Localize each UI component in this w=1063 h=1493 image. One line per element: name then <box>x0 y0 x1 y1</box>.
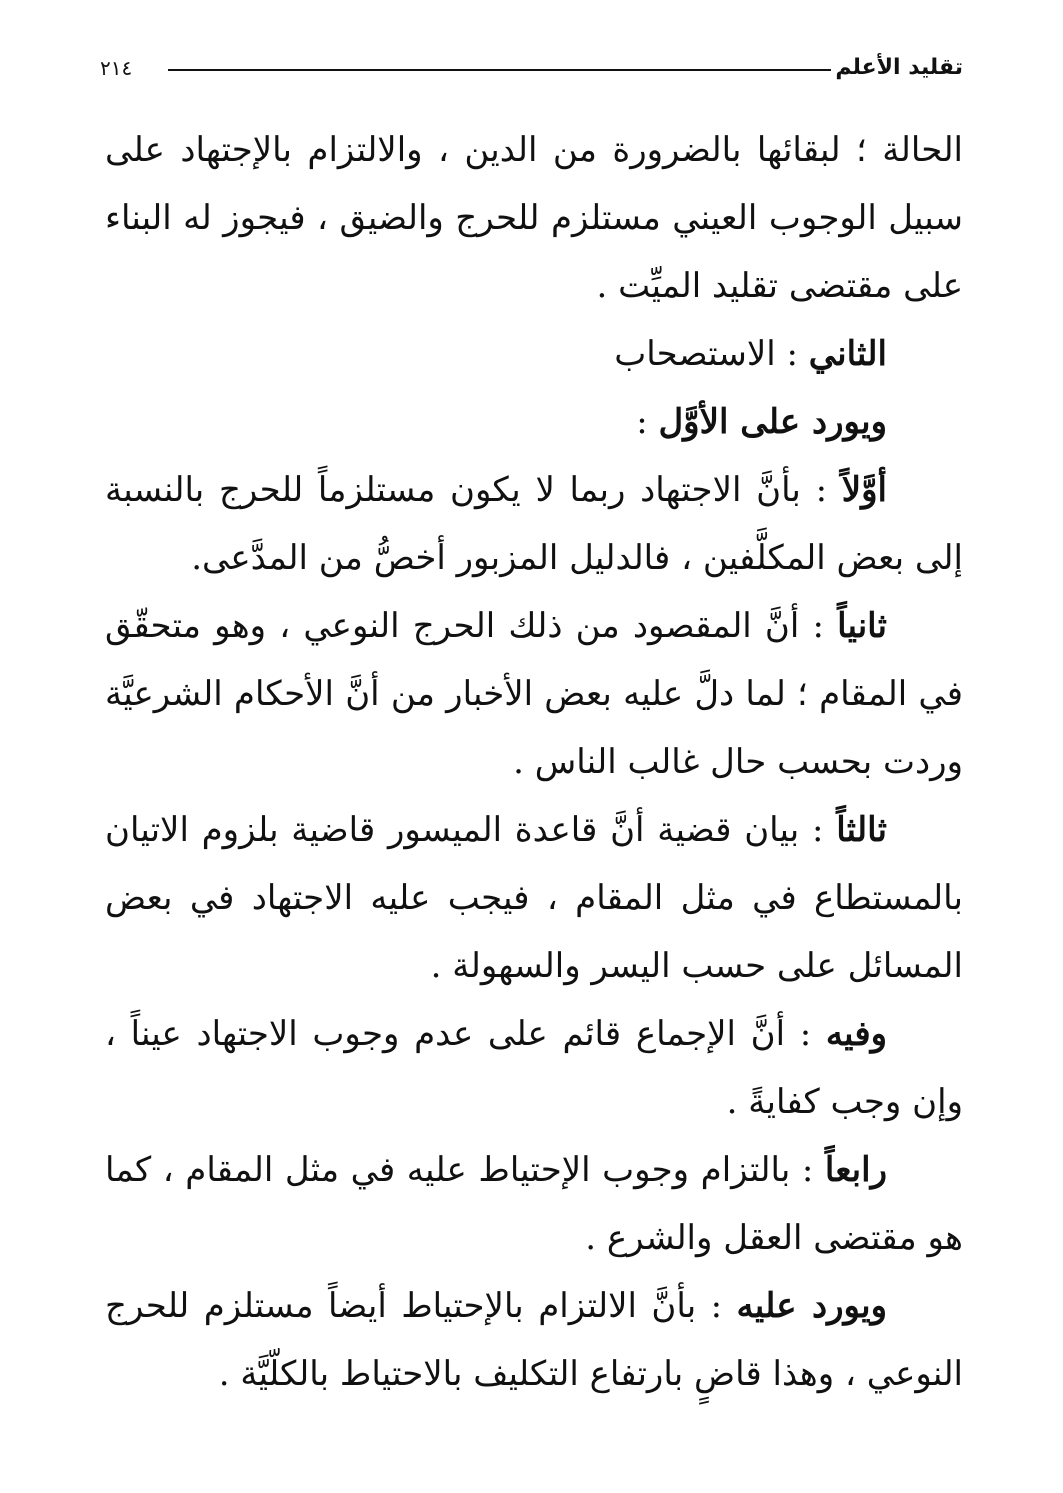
running-header <box>100 48 963 88</box>
paragraph <box>105 796 963 1000</box>
paragraph-text: : بالتزام وجوب الإحتياط عليه في مثل المقام ، كما هو مقتضى العقل والشرع . <box>105 1150 963 1258</box>
paragraph-text: : بأنَّ الالتزام بالإحتياط أيضاً مستلزم للحرج النوعي ، وهذا قاضٍ بارتفاع التكليف بالاحتياط بالكلّيَّة . <box>105 1286 963 1394</box>
paragraph <box>105 388 963 456</box>
paragraph <box>105 1000 963 1136</box>
paragraph-text: : <box>636 402 659 442</box>
page-body <box>105 116 963 1408</box>
paragraph-lead: ثانياً <box>837 606 887 646</box>
paragraph-text: : الاستصحاب <box>614 334 809 374</box>
paragraph-text: الحالة ؛ لبقائها بالضرورة من الدين ، والالتزام بالإجتهاد على سبيل الوجوب العيني مستلزم للحرج والضيق ، فيجوز له البناء على مقتضى تقليد الميِّت . <box>105 130 963 306</box>
header-rule <box>168 69 831 71</box>
paragraph-lead: وفيه <box>825 1014 887 1054</box>
paragraph-text: : أنَّ المقصود من ذلك الحرج النوعي ، وهو متحقّق في المقام ؛ لما دلَّ عليه بعض الأخبار من أنَّ الأحكام الشرعيَّة وردت بحسب حال غالب الناس . <box>105 606 963 782</box>
paragraph-lead: ثالثاً <box>836 810 887 850</box>
paragraph <box>105 1136 963 1272</box>
paragraph-lead: الثاني <box>808 334 887 374</box>
paragraph-lead: رابعاً <box>824 1150 887 1190</box>
page-number: ٢١٤ <box>100 56 133 80</box>
paragraph-lead: ويورد عليه <box>736 1286 888 1326</box>
paragraph <box>105 456 963 592</box>
running-title: تقليد الأعلم <box>835 55 963 80</box>
paragraph <box>105 116 963 320</box>
paragraph-text: : بيان قضية أنَّ قاعدة الميسور قاضية بلزوم الاتيان بالمستطاع في مثل المقام ، فيجب عليه الاجتهاد في بعض المسائل على حسب اليسر والسهولة . <box>105 810 963 986</box>
paragraph-text: : أنَّ الإجماع قائم على عدم وجوب الاجتهاد عيناً ، وإن وجب كفايةً . <box>105 1014 963 1122</box>
paragraph <box>105 592 963 796</box>
paragraph-text: : بأنَّ الاجتهاد ربما لا يكون مستلزماً للحرج بالنسبة إلى بعض المكلَّفين ، فالدليل المزبور أخصُّ من المدَّعى. <box>105 470 963 578</box>
paragraph-lead: ويورد على الأوَّل <box>658 402 887 442</box>
paragraph <box>105 1272 963 1408</box>
paragraph-lead: أوَّلاً <box>841 470 887 510</box>
paragraph <box>105 320 963 388</box>
